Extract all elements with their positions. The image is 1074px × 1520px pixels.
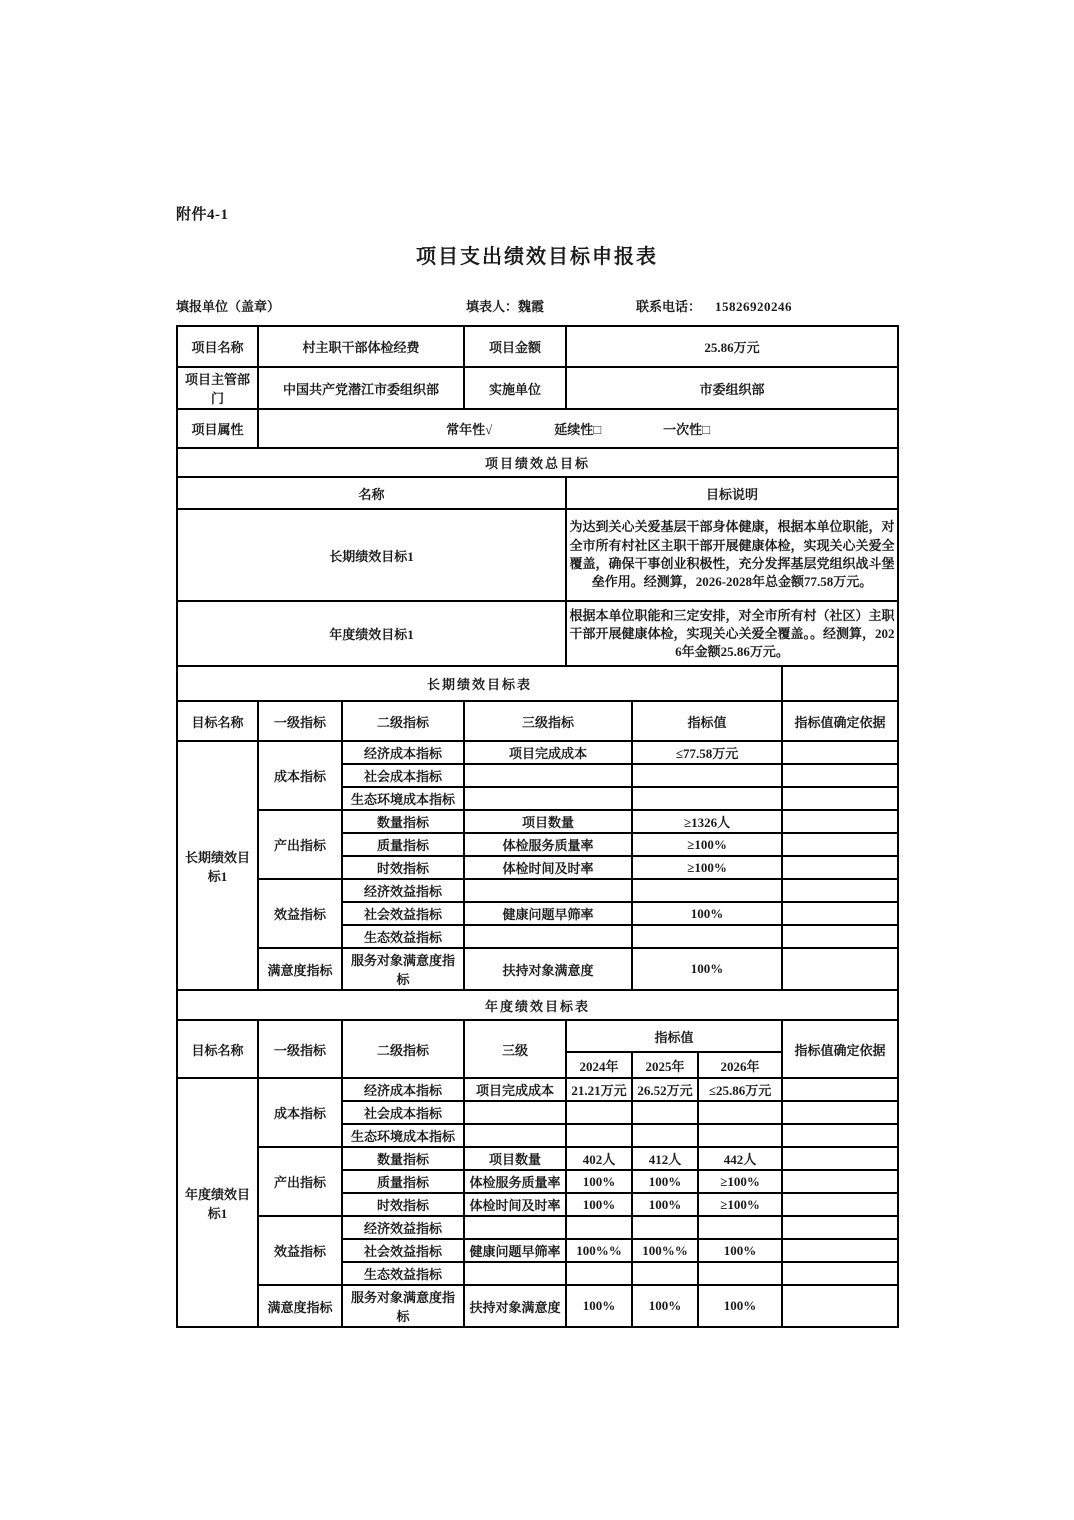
an-value-2024: 402人 <box>566 1147 632 1170</box>
an-level3: 体检服务质量率 <box>464 1170 566 1193</box>
an-basis <box>782 1101 898 1124</box>
an-level3: 项目数量 <box>464 1147 566 1170</box>
lt-col-value: 指标值 <box>632 701 782 741</box>
lt-level3: 健康问题早筛率 <box>464 902 632 925</box>
attribute-options <box>258 409 898 448</box>
lt-level2: 经济效益指标 <box>342 879 464 902</box>
an-level2: 生态效益指标 <box>342 1262 464 1285</box>
an-year-2026: 2026年 <box>698 1052 782 1078</box>
lt-level2: 经济成本指标 <box>342 741 464 764</box>
lt-level2: 质量指标 <box>342 833 464 856</box>
an-basis <box>782 1170 898 1193</box>
annual-goal-desc: 根据本单位职能和三定安排，对全市所有村（社区）主职干部开展健康体检，实现关心关爱全覆盖。。经测算，2026年金额25.86万元。 <box>566 601 898 666</box>
empty-cell <box>782 666 898 701</box>
annual-goal-name: 年度绩效目标1 <box>177 601 566 666</box>
impl-unit-label: 实施单位 <box>464 367 566 409</box>
an-level2: 服务对象满意度指标 <box>342 1285 464 1327</box>
lt-level3 <box>464 764 632 787</box>
an-value-2026: 100% <box>698 1285 782 1327</box>
an-value-2025 <box>632 1216 698 1239</box>
lt-basis <box>782 879 898 902</box>
an-level1-benefit: 效益指标 <box>258 1216 342 1285</box>
lt-col-level1: 一级指标 <box>258 701 342 741</box>
lt-level1-benefit: 效益指标 <box>258 879 342 948</box>
an-value-2024: 21.21万元 <box>566 1078 632 1101</box>
lt-level1-output: 产出指标 <box>258 810 342 879</box>
an-goal-name-cell: 年度绩效目标1 <box>177 1078 258 1327</box>
impl-unit-value: 市委组织部 <box>566 367 898 409</box>
lt-level2: 时效指标 <box>342 856 464 879</box>
an-value-2024 <box>566 1101 632 1124</box>
attribute-perennial-checked: 常年性√ <box>446 422 493 437</box>
lt-value: 100% <box>632 948 782 990</box>
contact-label: 联系电话： <box>636 299 702 314</box>
lt-level3: 项目数量 <box>464 810 632 833</box>
an-col-level2: 二级指标 <box>342 1020 464 1078</box>
lt-basis <box>782 856 898 879</box>
attribute-continuing-checkbox: 延续性□ <box>554 422 602 437</box>
an-value-2026 <box>698 1101 782 1124</box>
an-value-2026 <box>698 1124 782 1147</box>
an-value-2026: ≥100% <box>698 1170 782 1193</box>
an-value-2024: 100% <box>566 1285 632 1327</box>
report-unit-label: 填报单位（盖章） <box>176 299 281 314</box>
an-value-2025: 100% <box>632 1170 698 1193</box>
an-basis <box>782 1193 898 1216</box>
lt-basis <box>782 925 898 948</box>
an-year-2024: 2024年 <box>566 1052 632 1078</box>
an-col-goal-name: 目标名称 <box>177 1020 258 1078</box>
annual-table-section-title: 年度绩效目标表 <box>177 990 898 1020</box>
an-value-2026: ≥100% <box>698 1193 782 1216</box>
contact-line <box>636 296 792 315</box>
lt-basis <box>782 764 898 787</box>
longterm-goal-name: 长期绩效目标1 <box>177 509 566 601</box>
contact-number: 15826920246 <box>715 299 793 314</box>
project-amount-value: 25.86万元 <box>566 326 898 367</box>
attribute-label: 项目属性 <box>177 409 258 448</box>
lt-level3: 扶持对象满意度 <box>464 948 632 990</box>
longterm-table-section-title: 长期绩效目标表 <box>177 666 782 701</box>
an-level3: 扶持对象满意度 <box>464 1285 566 1327</box>
lt-level2: 社会效益指标 <box>342 902 464 925</box>
lt-level1-cost: 成本指标 <box>258 741 342 810</box>
lt-level3: 体检服务质量率 <box>464 833 632 856</box>
an-year-2025: 2025年 <box>632 1052 698 1078</box>
an-basis <box>782 1216 898 1239</box>
lt-value <box>632 925 782 948</box>
lt-value <box>632 879 782 902</box>
an-value-2025 <box>632 1101 698 1124</box>
lt-level2: 社会成本指标 <box>342 764 464 787</box>
lt-value: 100% <box>632 902 782 925</box>
lt-level1-satisfaction: 满意度指标 <box>258 948 342 990</box>
an-basis <box>782 1124 898 1147</box>
an-value-2026: 442人 <box>698 1147 782 1170</box>
report-person: 填表人：魏霞 <box>466 299 545 314</box>
an-value-2025: 100%% <box>632 1239 698 1262</box>
attachment-label: 附件4-1 <box>176 207 229 223</box>
goal-name-header: 名称 <box>177 477 566 509</box>
an-value-2024 <box>566 1216 632 1239</box>
project-name-label: 项目名称 <box>177 326 258 367</box>
lt-value <box>632 764 782 787</box>
an-value-2025 <box>632 1262 698 1285</box>
lt-value: ≥100% <box>632 856 782 879</box>
dept-label: 项目主管部门 <box>177 367 258 409</box>
dept-value: 中国共产党潜江市委组织部 <box>258 367 464 409</box>
project-amount-label: 项目金额 <box>464 326 566 367</box>
an-value-2024: 100% <box>566 1170 632 1193</box>
form-title: 项目支出绩效目标申报表 <box>416 246 658 268</box>
an-basis <box>782 1285 898 1327</box>
lt-basis <box>782 810 898 833</box>
an-value-2026: ≤25.86万元 <box>698 1078 782 1101</box>
an-level2: 质量指标 <box>342 1170 464 1193</box>
lt-level3: 体检时间及时率 <box>464 856 632 879</box>
an-col-value: 指标值 <box>566 1020 782 1052</box>
an-level3: 项目完成成本 <box>464 1078 566 1101</box>
an-level2: 经济成本指标 <box>342 1078 464 1101</box>
lt-basis <box>782 902 898 925</box>
lt-col-level3: 三级指标 <box>464 701 632 741</box>
lt-basis <box>782 787 898 810</box>
lt-level2: 数量指标 <box>342 810 464 833</box>
lt-basis <box>782 741 898 764</box>
goal-desc-header: 目标说明 <box>566 477 898 509</box>
an-value-2026 <box>698 1262 782 1285</box>
lt-level2: 生态效益指标 <box>342 925 464 948</box>
an-level1-output: 产出指标 <box>258 1147 342 1216</box>
lt-value: ≤77.58万元 <box>632 741 782 764</box>
an-level1-satisfaction: 满意度指标 <box>258 1285 342 1327</box>
lt-basis <box>782 833 898 856</box>
performance-target-table <box>176 325 899 1328</box>
an-value-2025: 412人 <box>632 1147 698 1170</box>
lt-col-basis: 指标值确定依据 <box>782 701 898 741</box>
lt-level2: 生态环境成本指标 <box>342 787 464 810</box>
an-value-2025: 100% <box>632 1285 698 1327</box>
an-level3: 健康问题早筛率 <box>464 1239 566 1262</box>
an-level2: 数量指标 <box>342 1147 464 1170</box>
an-value-2024: 100%% <box>566 1239 632 1262</box>
an-value-2025: 26.52万元 <box>632 1078 698 1101</box>
an-level2: 社会成本指标 <box>342 1101 464 1124</box>
lt-level3 <box>464 925 632 948</box>
lt-value: ≥100% <box>632 833 782 856</box>
an-basis <box>782 1078 898 1101</box>
an-level3 <box>464 1101 566 1124</box>
longterm-goal-desc: 为达到关心关爱基层干部身体健康，根据本单位职能，对全市所有村社区主职干部开展健康体检，实现关心关爱全覆盖，确保干事创业积极性，充分发挥基层党组织战斗堡垒作用。经测算，2026-2028年总金额77.58万元。 <box>566 509 898 601</box>
an-level2: 社会效益指标 <box>342 1239 464 1262</box>
an-col-level1: 一级指标 <box>258 1020 342 1078</box>
lt-value <box>632 787 782 810</box>
lt-basis <box>782 948 898 990</box>
lt-level3 <box>464 787 632 810</box>
an-level1-cost: 成本指标 <box>258 1078 342 1147</box>
an-value-2025 <box>632 1124 698 1147</box>
an-value-2024 <box>566 1262 632 1285</box>
lt-level3 <box>464 879 632 902</box>
an-level2: 经济效益指标 <box>342 1216 464 1239</box>
an-level2: 时效指标 <box>342 1193 464 1216</box>
an-basis <box>782 1147 898 1170</box>
an-col-basis: 指标值确定依据 <box>782 1020 898 1078</box>
an-basis <box>782 1262 898 1285</box>
overall-goal-section-title: 项目绩效总目标 <box>177 448 898 477</box>
an-level3: 体检时间及时率 <box>464 1193 566 1216</box>
an-level3 <box>464 1262 566 1285</box>
lt-col-level2: 二级指标 <box>342 701 464 741</box>
an-level3 <box>464 1124 566 1147</box>
an-value-2026 <box>698 1216 782 1239</box>
lt-goal-name-cell: 长期绩效目标1 <box>177 741 258 990</box>
lt-col-goal-name: 目标名称 <box>177 701 258 741</box>
project-name-value: 村主职干部体检经费 <box>258 326 464 367</box>
lt-value: ≥1326人 <box>632 810 782 833</box>
an-level2: 生态环境成本指标 <box>342 1124 464 1147</box>
an-basis <box>782 1239 898 1262</box>
an-col-level3: 三级 <box>464 1020 566 1078</box>
attribute-onetime-checkbox: 一次性□ <box>663 422 710 437</box>
an-value-2024 <box>566 1124 632 1147</box>
lt-level3: 项目完成成本 <box>464 741 632 764</box>
an-value-2024: 100% <box>566 1193 632 1216</box>
an-value-2025: 100% <box>632 1193 698 1216</box>
lt-level2: 服务对象满意度指标 <box>342 948 464 990</box>
an-level3 <box>464 1216 566 1239</box>
an-value-2026: 100% <box>698 1239 782 1262</box>
